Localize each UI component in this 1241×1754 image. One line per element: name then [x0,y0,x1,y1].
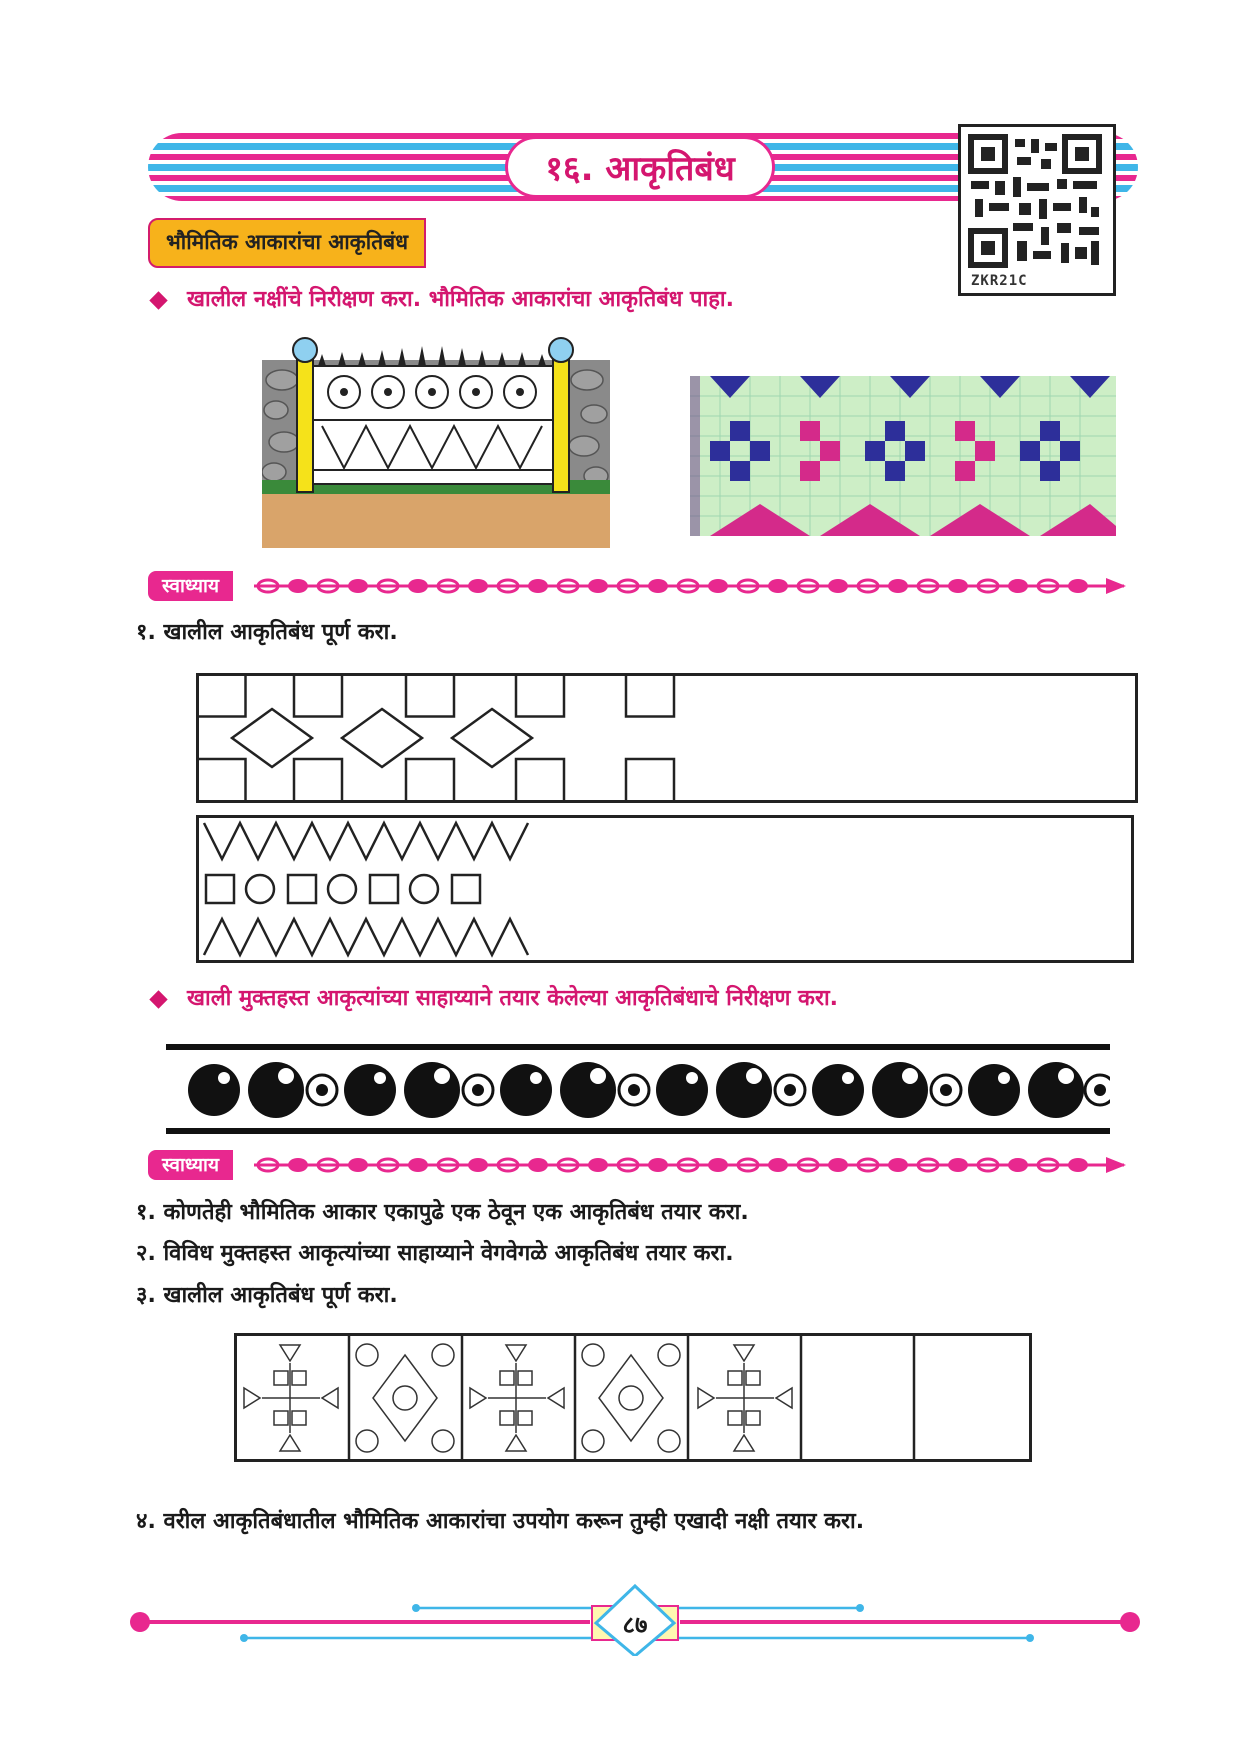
exercise-tag-1: स्वाध्याय [148,571,233,601]
section-intro-text: खालील नक्षींचे निरीक्षण करा. भौमितिक आकारांचा आकृतिबंध पाहा. [187,287,734,312]
exercise1-question-1: १. खालील आकृतिबंध पूर्ण करा. [136,620,398,645]
qr-code-icon [961,131,1113,271]
section-intro [152,283,734,313]
exercise2-question-4: ४. वरील आकृतिबंधातील भौमितिक आकारांचा उपयोग करून तुम्ही एखादी नक्षी तयार करा. [136,1509,865,1534]
section-tag: भौमितिक आकारांचा आकृतिबंध [148,218,426,268]
qr-code[interactable] [958,124,1116,296]
exercise-tag-2: स्वाध्याय [148,1150,233,1180]
bullet-diamond-icon [149,990,167,1008]
freehand-intro-text: खाली मुक्तहस्त आकृत्यांच्या साहाय्याने तयार केलेल्या आकृतिबंधाचे निरीक्षण करा. [187,986,839,1011]
bullet-diamond-icon [149,291,167,309]
freehand-intro [152,982,838,1012]
textile-illustration [690,376,1116,536]
chain-divider-2 [254,1154,1136,1176]
pattern-box-squares-diamonds[interactable] [196,673,1138,803]
pattern-box-triangles-shapes[interactable] [196,815,1134,963]
exercise2-question-2: २. विविध मुक्तहस्त आकृत्यांच्या साहाय्याने वेगवेगळे आकृतिबंध तयार करा. [136,1241,734,1266]
freehand-border-pattern [166,1044,1110,1134]
gate-illustration [262,330,610,548]
page-number: ८७ [622,1611,648,1639]
qr-code-label: ZKR21C [971,273,1028,289]
chapter-title: १६. आकृतिबंध [505,136,775,198]
chain-divider-1 [254,575,1136,597]
exercise2-question-3: ३. खालील आकृतिबंध पूर्ण करा. [136,1283,398,1308]
exercise2-question-1: १. कोणतेही भौमितिक आकार एकापुढे एक ठेवून एक आकृतिबंध तयार करा. [136,1200,749,1225]
pattern-box-cells[interactable] [234,1333,1034,1463]
